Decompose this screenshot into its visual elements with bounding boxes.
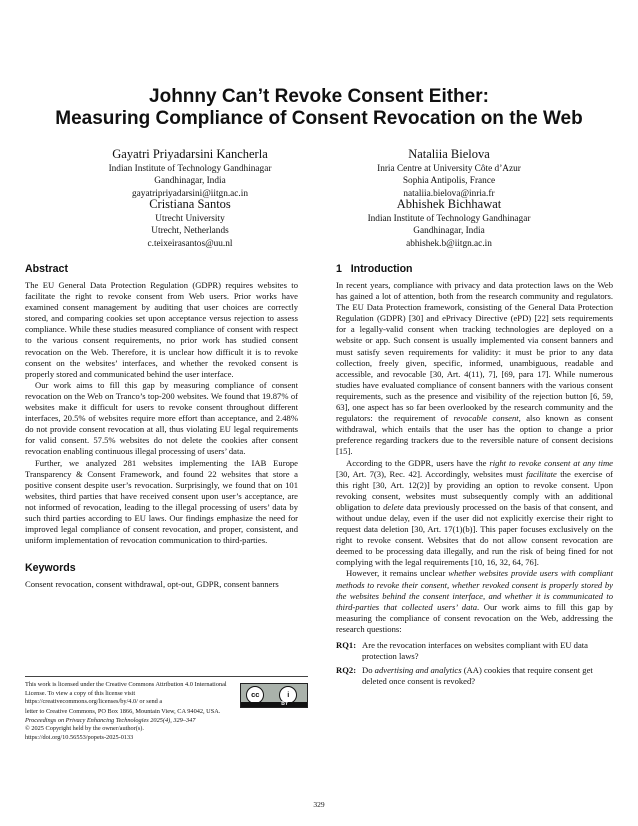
introduction-heading: 1 Introduction xyxy=(336,263,413,275)
research-question xyxy=(336,640,613,662)
title-line-2: Measuring Compliance of Consent Revocation on the Web xyxy=(55,108,583,129)
keywords-text: Consent revocation, consent withdrawal, opt-out, GDPR, consent banners xyxy=(25,579,279,590)
author-affiliation: Inria Centre at University Côte d’Azur xyxy=(377,164,521,174)
author-email: c.teixeirasantos@uu.nl xyxy=(147,238,233,249)
rq-label: RQ2: xyxy=(336,665,357,676)
left-column xyxy=(25,263,298,590)
author-name: Gayatri Priyadarsini Kancherla xyxy=(112,147,268,161)
author-block xyxy=(55,196,325,250)
title-line-1: Johnny Can’t Revoke Consent Either: xyxy=(149,86,489,107)
author-location: Gandhinagar, India xyxy=(413,226,485,237)
abstract-heading: Abstract xyxy=(25,263,68,275)
author-email: abhishek.b@iitgn.ac.in xyxy=(406,238,492,249)
author-name: Nataliia Bielova xyxy=(408,147,490,161)
author-email: nataliia.bielova@inria.fr xyxy=(403,188,495,199)
intro-paragraph: According to the GDPR, users have the right to revoke consent at any time [30, Art. 7(3), Rec. 42]. Accordingly, websites must facilitate the exercise of this right [30, Art. 12(2)] by providing an option to revoke consent. Upon revoking consent, websites must subsequently comply with an additional obligation to delete data previously processed on the basis of that consent, and without undue delay, even if the user did not explicitly exercise their right to request data deletion [30, Art. 17(1)(b)]. This paper focuses exclusively on the right to revoke consent. Websites that do not allow consent revocation are deemed to be processing data illegally, and run the risk of being fined for not complying with the legal requirements [10, 16, 32, 64, 76]. xyxy=(336,457,613,568)
author-affiliation: Indian Institute of Technology Gandhinagar xyxy=(108,164,272,174)
right-column xyxy=(336,263,613,687)
author-name: Abhishek Bichhawat xyxy=(396,197,502,211)
license-footnote xyxy=(25,676,308,742)
cc-icon: cc xyxy=(246,686,264,704)
author-block xyxy=(314,196,584,250)
by-person-icon: i xyxy=(279,686,297,704)
author-name: Cristiana Santos xyxy=(149,197,231,211)
author-block xyxy=(314,146,584,200)
research-question xyxy=(336,665,613,687)
abstract-paragraph: The EU General Data Protection Regulation (GDPR) requires websites to facilitate the right to revoke consent from Web users. Prior works have examined consent management by auditing that user choices are correctly stored, and comparing cookies set upon acceptance versus rejection to assess compliance. While these studies measured compliance of consent with respect to the various consent requirements, no prior work has studied consent revocation on the Web. Therefore, it is unclear how difficult it is to revoke consent on the websites’ interfaces, and whether the revoked consent is properly stored and communicated behind the user interface. xyxy=(25,280,298,379)
author-email: gayatripriyadarsini@iitgn.ac.in xyxy=(132,188,248,199)
author-location: Gandhinagar, India xyxy=(154,176,226,187)
license-line: letter to Creative Commons, PO Box 1866, Mountain View, CA 94042, USA. xyxy=(25,708,221,715)
cc-by-badge-icon[interactable] xyxy=(240,683,308,708)
page-number: 329 xyxy=(313,800,325,809)
intro-paragraph: In recent years, compliance with privacy and data protection laws on the Web has gained a lot of attention, both from the research community and regulators. The EU Data Protection framework, consisting of the General Data Protection Regulation (GDPR) [30] and ePrivacy Directive (ePD) [22] sets requirements for a legally-valid consent when tracking technologies are deployed on a website or app. Such consent is usually implemented via consent banners and must satisfy seven requirements for validity: it must be prior to any data collection, freely given, specific, informed, unambiguous, readable and accessible, and revocable [30, Art. 4(11), 7], [69, para 17]. While numerous studies have evaluated compliance of consent banners with the various consent requirements, such as the presence and visibility of the rejection button [6, 59, 63], one aspect has so far been overlooked by the research community and the regulators: the requirement of revocable consent, also known as consent withdrawal, which entails that the user has the option to change a prior preference regarding trackers due to the reversible nature of consent decisions [15]. xyxy=(336,280,613,457)
author-block xyxy=(55,146,325,200)
by-label: BY xyxy=(281,701,289,707)
intro-paragraph: However, it remains unclear whether websites provide users with compliant methods to revoke their consent, whether revoked consent is properly stored by the websites behind the consent interface, and whether it is communicated to third-parties that collected users’ data. Our work aims to fill this gap by measuring the compliance of consent revocation on the Web, addressing the research questions: xyxy=(336,568,613,634)
author-location: Sophia Antipolis, France xyxy=(402,176,496,187)
abstract-paragraph: Our work aims to fill this gap by measuring compliance of consent revocation on the Web on Tranco’s top-200 websites. We found that 19.87% of websites make it difficult for users to revoke consent throughout different interfaces, 20.5% of websites require more effort than acceptance, and 2.48% do not provide consent revocation at all, thus violating EU legal requirements for valid consent. 57.5% websites do not delete the cookies after consent revocation enabling continuous illegal processing of users’ data. xyxy=(25,379,298,457)
keywords-heading: Keywords xyxy=(25,562,76,575)
rq-label: RQ1: xyxy=(336,640,357,650)
abstract-paragraph: Further, we analyzed 281 websites implementing the IAB Europe Transparency & Consent Framework, and found 22 websites that store a positive consent despite user’s revocation. Surprisingly, we found that on 101 websites, third parties that have received consent upon user’s acceptance, are not informed of revocation, leading to the illegal processing of users’ data by such third parties according to EU laws. Our findings emphasize the need for improved legal compliance of consent revocation, and proper, consistent, and uniform implementation of revocation communication to third-parties. xyxy=(25,457,298,546)
author-location: Utrecht, Netherlands xyxy=(151,226,229,237)
license-text: This work is licensed under the Creative Commons Attribution 4.0 International License. To view a copy of this license visit https://creativecommons.org/licenses/by/4.0/ or send a xyxy=(25,681,227,706)
doi-link[interactable]: https://doi.org/10.56553/popets-2025-0133 xyxy=(25,733,134,741)
author-affiliation: Indian Institute of Technology Gandhinagar xyxy=(367,214,531,224)
proceedings-line: Proceedings on Privacy Enhancing Technologies 2025(4), 329–347 xyxy=(25,716,196,724)
paper-title xyxy=(40,86,598,130)
rq-text: Are the revocation interfaces on websites compliant with EU data protection laws? xyxy=(362,640,588,662)
rq-text: Do advertising and analytics (AA) cookies that require consent get deleted once consent is revoked? xyxy=(362,665,593,687)
author-affiliation: Utrecht University xyxy=(155,214,225,224)
copyright-line: © 2025 Copyright held by the owner/author(s). xyxy=(25,725,144,733)
